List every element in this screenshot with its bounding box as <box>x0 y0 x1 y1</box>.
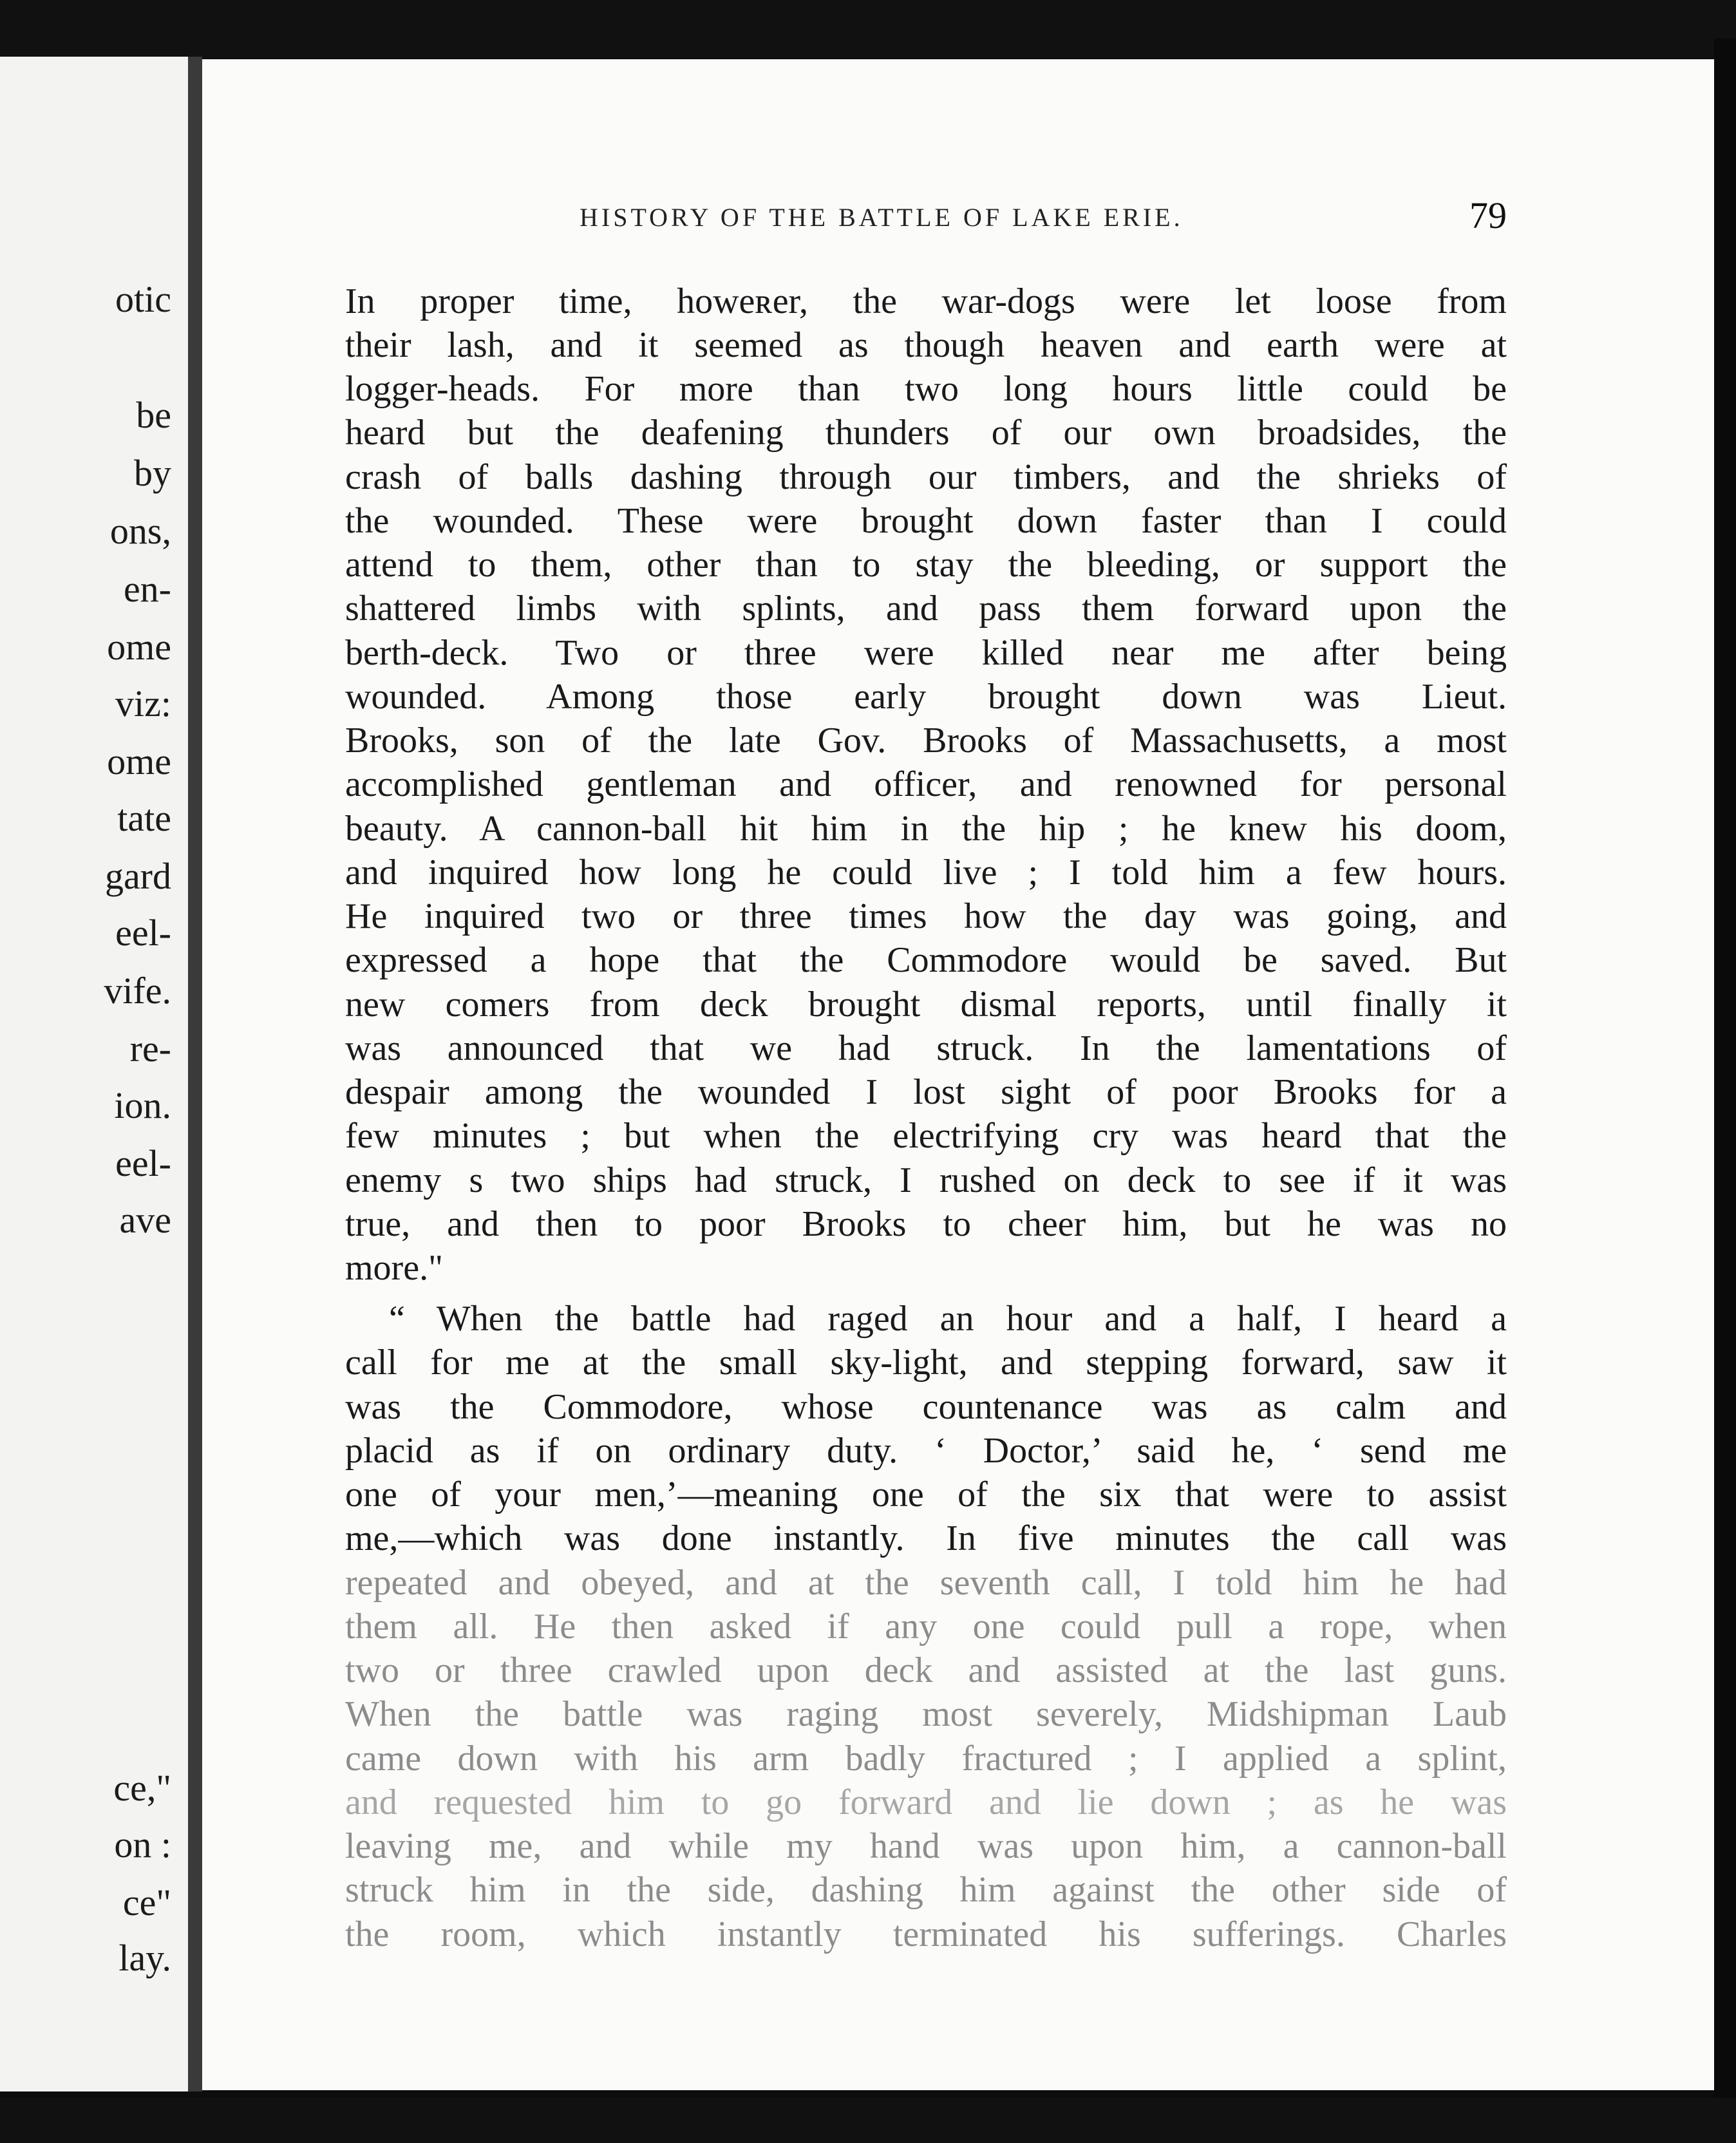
text-line: “ When the battle had raged an hour and a half, I heard a <box>389 1299 1507 1339</box>
text-line: leaving me, and while my hand was upon him, a cannon-ball <box>345 1826 1507 1866</box>
left-fragment: ion. <box>114 1084 171 1126</box>
running-title: HISTORY OF THE BATTLE OF LAKE ERIE. <box>580 203 1184 232</box>
text-line: me,—which was done instantly. In five minutes the call was <box>345 1518 1507 1558</box>
left-fragment: ome <box>107 741 171 782</box>
left-fragment: by <box>134 452 171 494</box>
text-line: Brooks, son of the late Gov. Brooks of Massachusetts, a most <box>345 721 1507 760</box>
text-line: logger-heads. For more than two long hours little could be <box>345 369 1507 409</box>
left-fragment: vife. <box>104 970 171 1012</box>
text-line: came down with his arm badly fractured ; I applied a splint, <box>345 1739 1507 1779</box>
text-line: placid as if on ordinary duty. ‘ Doctor,’ said he, ‘ send me <box>345 1431 1507 1471</box>
left-fragment: ave <box>119 1199 171 1241</box>
left-fragment: be <box>136 394 171 436</box>
film-border-bottom <box>0 2098 1736 2143</box>
text-line: was announced that we had struck. In the lamentations of <box>345 1028 1507 1068</box>
text-line: When the battle was raging most severely, Midshipman Laub <box>345 1694 1507 1734</box>
left-fragment: ome <box>107 626 171 668</box>
text-line: repeated and obeyed, and at the seventh call, I told him he had <box>345 1563 1507 1603</box>
left-fragment: otic <box>115 278 171 320</box>
text-line: the wounded. These were brought down faster than I could <box>345 501 1507 541</box>
page-number: 79 <box>1469 194 1507 236</box>
text-line: expressed a hope that the Commodore would be saved. But <box>345 940 1507 980</box>
left-fragment: en- <box>123 568 171 610</box>
text-line: shattered limbs with splints, and pass them forward upon the <box>345 589 1507 628</box>
text-line: the room, which instantly terminated his sufferings. Charles <box>345 1914 1507 1954</box>
left-fragment: ce," <box>113 1767 171 1809</box>
film-border-right <box>1714 39 1736 2125</box>
text-line: one of your men,’—meaning one of the six that were to assist <box>345 1475 1507 1515</box>
text-line: new comers from deck brought dismal reports, until finally it <box>345 985 1507 1024</box>
text-line: few minutes ; but when the electrifying cry was heard that the <box>345 1116 1507 1156</box>
film-border-top <box>0 0 1736 58</box>
text-line: was the Commodore, whose countenance was as calm and <box>345 1387 1507 1427</box>
left-fragment: ons, <box>109 510 171 552</box>
text-line: enemy s two ships had struck, I rushed on deck to see if it was <box>345 1160 1507 1200</box>
left-fragment: ce" <box>122 1882 171 1923</box>
text-line: call for me at the small sky-light, and stepping forward, saw it <box>345 1343 1507 1383</box>
text-line: true, and then to poor Brooks to cheer him, but he was no <box>345 1204 1507 1244</box>
text-line: their lash, and it seemed as though heaven and earth were at <box>345 325 1507 365</box>
text-line: crash of balls dashing through our timbers, and the shrieks of <box>345 457 1507 497</box>
text-line: heard but the deafening thunders of our own broadsides, the <box>345 413 1507 453</box>
text-line: more." <box>345 1248 443 1288</box>
text-line: struck him in the side, dashing him against the other side of <box>345 1870 1507 1910</box>
left-fragment: viz: <box>115 683 171 724</box>
left-fragment: eel- <box>115 912 171 954</box>
text-line: wounded. Among those early brought down was Lieut. <box>345 677 1507 717</box>
text-line: them all. He then asked if any one could pull a rope, when <box>345 1607 1507 1647</box>
text-line: berth-deck. Two or three were killed near me after being <box>345 633 1507 673</box>
text-line: accomplished gentleman and officer, and renowned for personal <box>345 764 1507 804</box>
left-fragment: eel- <box>115 1142 171 1184</box>
left-fragment: lay. <box>118 1937 171 1979</box>
text-line: In proper time, howeʀer, the war-dogs were let loose from <box>345 281 1507 321</box>
text-line: and requested him to go forward and lie down ; as he was <box>345 1782 1507 1822</box>
text-line: two or three crawled upon deck and assisted at the last guns. <box>345 1650 1507 1690</box>
text-line: beauty. A cannon-ball hit him in the hip ; he knew his doom, <box>345 809 1507 849</box>
left-fragment: tate <box>117 797 171 839</box>
left-fragment: re- <box>129 1028 171 1070</box>
text-line: attend to them, other than to stay the bleeding, or support the <box>345 545 1507 585</box>
left-fragment: on : <box>114 1824 171 1865</box>
text-line: and inquired how long he could live ; I told him a few hours. <box>345 853 1507 892</box>
left-fragment: gard <box>104 855 171 897</box>
left-page-edge <box>0 57 193 2091</box>
book-gutter <box>188 57 202 2091</box>
text-line: despair among the wounded I lost sight of poor Brooks for a <box>345 1072 1507 1112</box>
text-line: He inquired two or three times how the day was going, and <box>345 896 1507 936</box>
